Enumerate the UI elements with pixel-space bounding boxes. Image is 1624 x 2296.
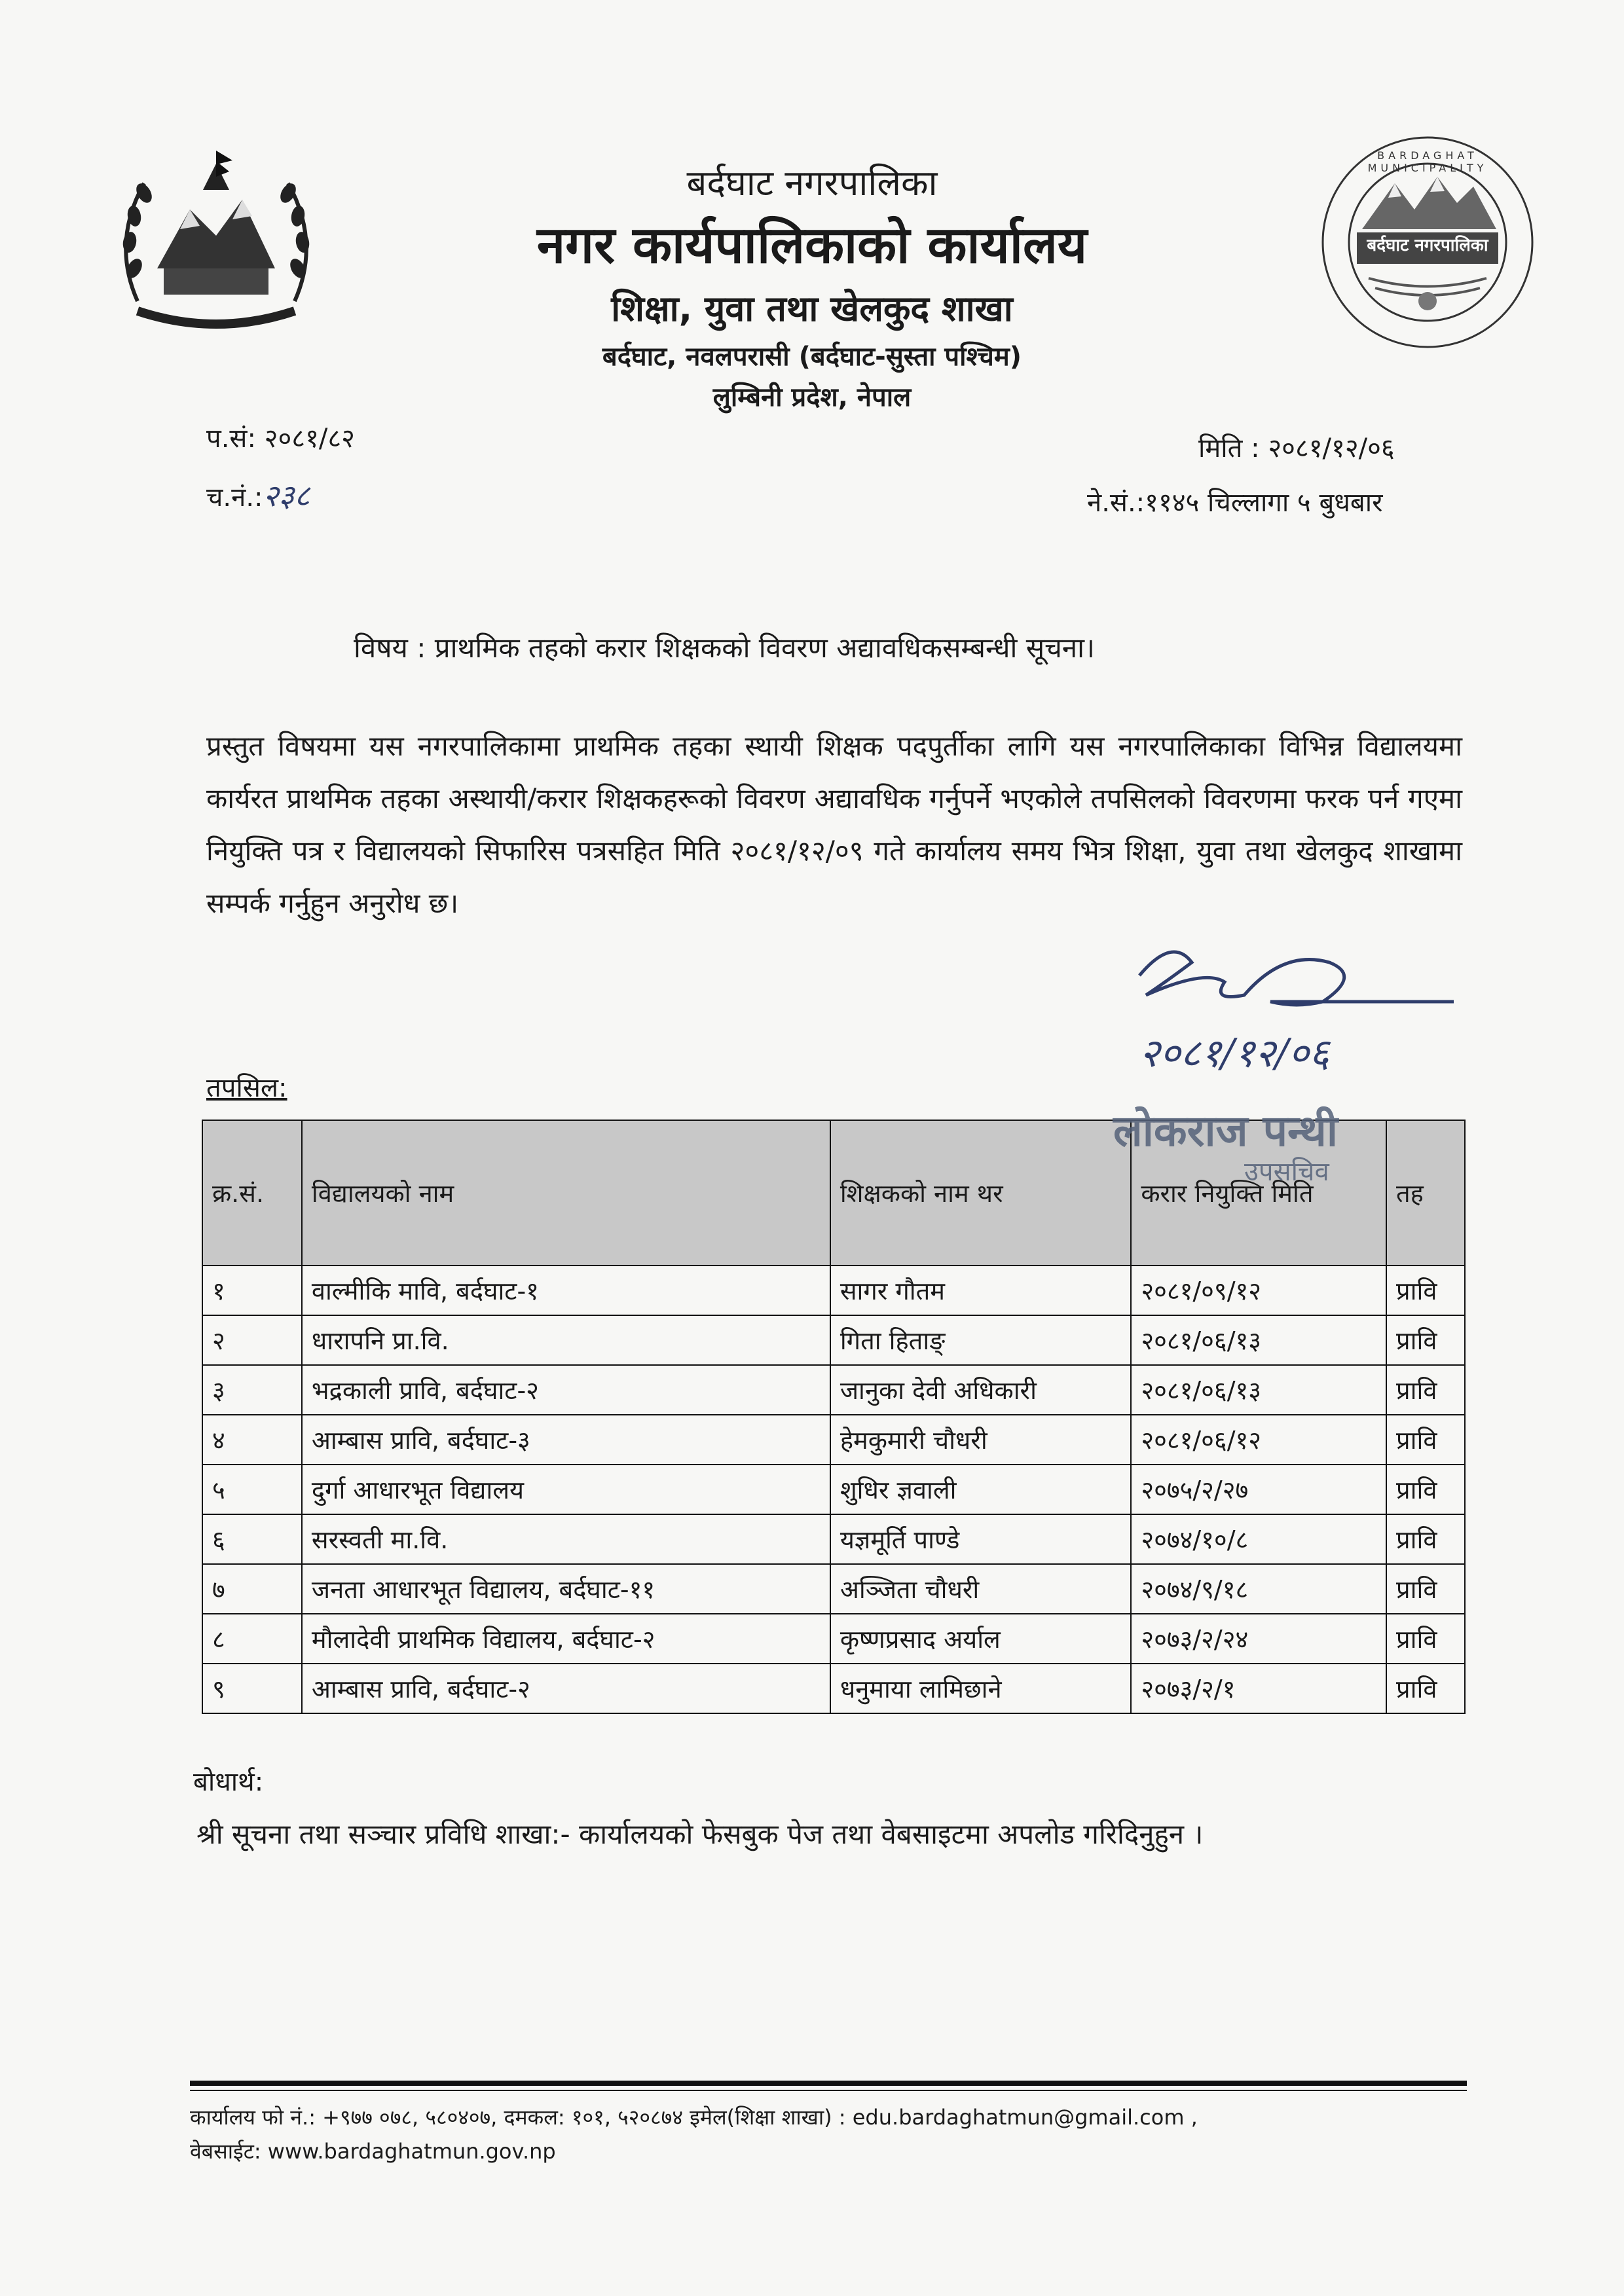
footer-rule-thick [190, 2081, 1467, 2086]
teacher-cell: अञ्जिता चौधरी [830, 1564, 1132, 1614]
footer-website-line: वेबसाईट: www.bardaghatmun.gov.np [190, 2139, 556, 2164]
nepal-sambat-date: ने.सं.:११४५ चिल्लागा ५ बुधबार [1087, 488, 1383, 518]
serial-cell: ३ [202, 1365, 302, 1415]
level-cell: प्रावि [1386, 1415, 1465, 1465]
serial-cell: ७ [202, 1564, 302, 1614]
serial-cell: ४ [202, 1415, 302, 1465]
teacher-cell: हेमकुमारी चौधरी [830, 1415, 1132, 1465]
date-cell: २०७५/२/२७ [1131, 1465, 1386, 1514]
office-name: नगर कार्यपालिकाको कार्यालय [536, 216, 1088, 275]
table-row [202, 1315, 1465, 1365]
table-row [202, 1266, 1465, 1315]
date-cell: २०८१/०६/१३ [1131, 1315, 1386, 1365]
annex-label: तपसिल: [206, 1073, 287, 1103]
letter-date: मिति : २०८१/१२/०६ [1198, 433, 1395, 464]
signature-date: २०८१/१२/०६ [1139, 1030, 1330, 1076]
body-paragraph: प्रस्तुत विषयमा यस नगरपालिकामा प्राथमिक तहका स्थायी शिक्षक पदपुर्तीका लागि यस नगरपालिकाका विभिन्न विद्यालयमा कार्यरत प्राथमिक तहका अस्थायी/करार शिक्षकहरूको विवरण अद्यावधिक गर्नुपर्ने भएकोले तपसिलको विवरणमा फरक पर्न गएमा नियुक्ति पत्र र विद्यालयको सिफारिस पत्रसहित मिति २०८१/१२/०९ गते कार्यालय समय भित्र शिक्षा, युवा तथा खेलकुद शाखामा सम्पर्क गर्नुहुन अनुरोध छ। [206, 730, 1462, 919]
school-cell: जनता आधारभूत विद्यालय, बर्दघाट-११ [302, 1564, 830, 1614]
level-cell: प्रावि [1386, 1564, 1465, 1614]
school-cell: मौलादेवी प्राथमिक विद्यालय, बर्दघाट-२ [302, 1614, 830, 1664]
teacher-cell: धनुमाया लामिछाने [830, 1664, 1132, 1713]
table-row [202, 1514, 1465, 1564]
teacher-table [202, 1120, 1466, 1714]
serial-cell: ६ [202, 1514, 302, 1564]
level-cell: प्रावि [1386, 1514, 1465, 1564]
dispatch-number-row [206, 475, 310, 515]
level-cell: प्रावि [1386, 1465, 1465, 1514]
cc-line: श्री सूचना तथा सञ्चार प्रविधि शाखा:- कार्यालयको फेसबुक पेज तथा वेबसाइटमा अपलोड गरिदिनुहुन । [196, 1818, 1204, 1850]
footer [190, 2100, 1198, 2168]
letter-number: प.सं: २०८१/८२ [206, 424, 355, 454]
signatory-stamp-name: लोकराज पन्थी [1113, 1106, 1338, 1156]
header-school-name: विद्यालयको नाम [302, 1120, 830, 1266]
table-row [202, 1564, 1465, 1614]
level-cell: प्रावि [1386, 1315, 1465, 1365]
teacher-cell: शुधिर ज्ञवाली [830, 1465, 1132, 1514]
header-appointment-date: करार नियुक्ति मिति [1131, 1120, 1386, 1266]
cc-label: बोधार्थ: [193, 1767, 264, 1797]
serial-cell: ९ [202, 1664, 302, 1713]
serial-cell: ५ [202, 1465, 302, 1514]
date-cell: २०८१/०६/१३ [1131, 1365, 1386, 1415]
footer-rule-thin [190, 2090, 1467, 2091]
teacher-cell: गिता हिताङ् [830, 1315, 1132, 1365]
signatory-stamp-title: उपसचिव [1244, 1157, 1329, 1187]
footer-contact-line: कार्यालय फो नं.: +९७७ ०७८, ५८०४०७, दमकल: १०१, ५२०८७४ इमेल(शिक्षा शाखा) : edu.bardaghatmun@gmail.com , [190, 2105, 1198, 2130]
serial-cell: ८ [202, 1614, 302, 1664]
subject-line: विषय : प्राथमिक तहको करार शिक्षकको विवरण अद्यावधिकसम्बन्धी सूचना। [354, 632, 1095, 664]
level-cell: प्रावि [1386, 1664, 1465, 1713]
serial-cell: १ [202, 1266, 302, 1315]
office-address: बर्दघाट, नवलपरासी (बर्दघाट-सुस्ता पश्चिम) [602, 342, 1022, 372]
branch-name: शिक्षा, युवा तथा खेलकुद शाखा [611, 288, 1013, 329]
date-cell: २०८१/०९/१२ [1131, 1266, 1386, 1315]
table-row [202, 1365, 1465, 1415]
school-cell: वाल्मीकि मावि, बर्दघाट-१ [302, 1266, 830, 1315]
date-cell: २०७३/२/१ [1131, 1664, 1386, 1713]
nepal-government-emblem [98, 137, 334, 354]
school-cell: आम्बास प्रावि, बर्दघाट-२ [302, 1664, 830, 1713]
teacher-cell: सागर गौतम [830, 1266, 1132, 1315]
header-level: तह [1386, 1120, 1465, 1266]
level-cell: प्रावि [1386, 1365, 1465, 1415]
school-cell: सरस्वती मा.वि. [302, 1514, 830, 1564]
table-row [202, 1614, 1465, 1664]
school-cell: धारापनि प्रा.वि. [302, 1315, 830, 1365]
school-cell: आम्बास प्रावि, बर्दघाट-३ [302, 1415, 830, 1465]
municipality-name: बर्दघाट नगरपालिका [686, 162, 938, 204]
teacher-cell: कृष्णप्रसाद अर्याल [830, 1614, 1132, 1664]
teacher-cell: यज्ञमूर्ति पाण्डे [830, 1514, 1132, 1564]
date-cell: २०७३/२/२४ [1131, 1614, 1386, 1664]
header-teacher-name: शिक्षकको नाम थर [830, 1120, 1132, 1266]
right-logo-label: बर्दघाट नगरपालिका [1367, 236, 1488, 255]
date-cell: २०७४/१०/८ [1131, 1514, 1386, 1564]
right-logo-ring-text: BARDAGHAT MUNICIPALITY [1367, 149, 1488, 174]
school-cell: दुर्गा आधारभूत विद्यालय [302, 1465, 830, 1514]
date-cell: २०७४/९/१८ [1131, 1564, 1386, 1614]
table-row [202, 1664, 1465, 1713]
teacher-cell: जानुका देवी अधिकारी [830, 1365, 1132, 1415]
province-name: लुम्बिनी प्रदेश, नेपाल [712, 382, 912, 412]
level-cell: प्रावि [1386, 1614, 1465, 1664]
header-serial: क्र.सं. [202, 1120, 302, 1266]
level-cell: प्रावि [1386, 1266, 1465, 1315]
dispatch-label: च.नं.: [206, 483, 263, 513]
table-row [202, 1415, 1465, 1465]
date-cell: २०८१/०६/१२ [1131, 1415, 1386, 1465]
dispatch-number: २३८ [263, 478, 310, 513]
school-cell: भद्रकाली प्रावि, बर्दघाट-२ [302, 1365, 830, 1415]
serial-cell: २ [202, 1315, 302, 1365]
letterhead [393, 157, 1231, 418]
table-row [202, 1465, 1465, 1514]
